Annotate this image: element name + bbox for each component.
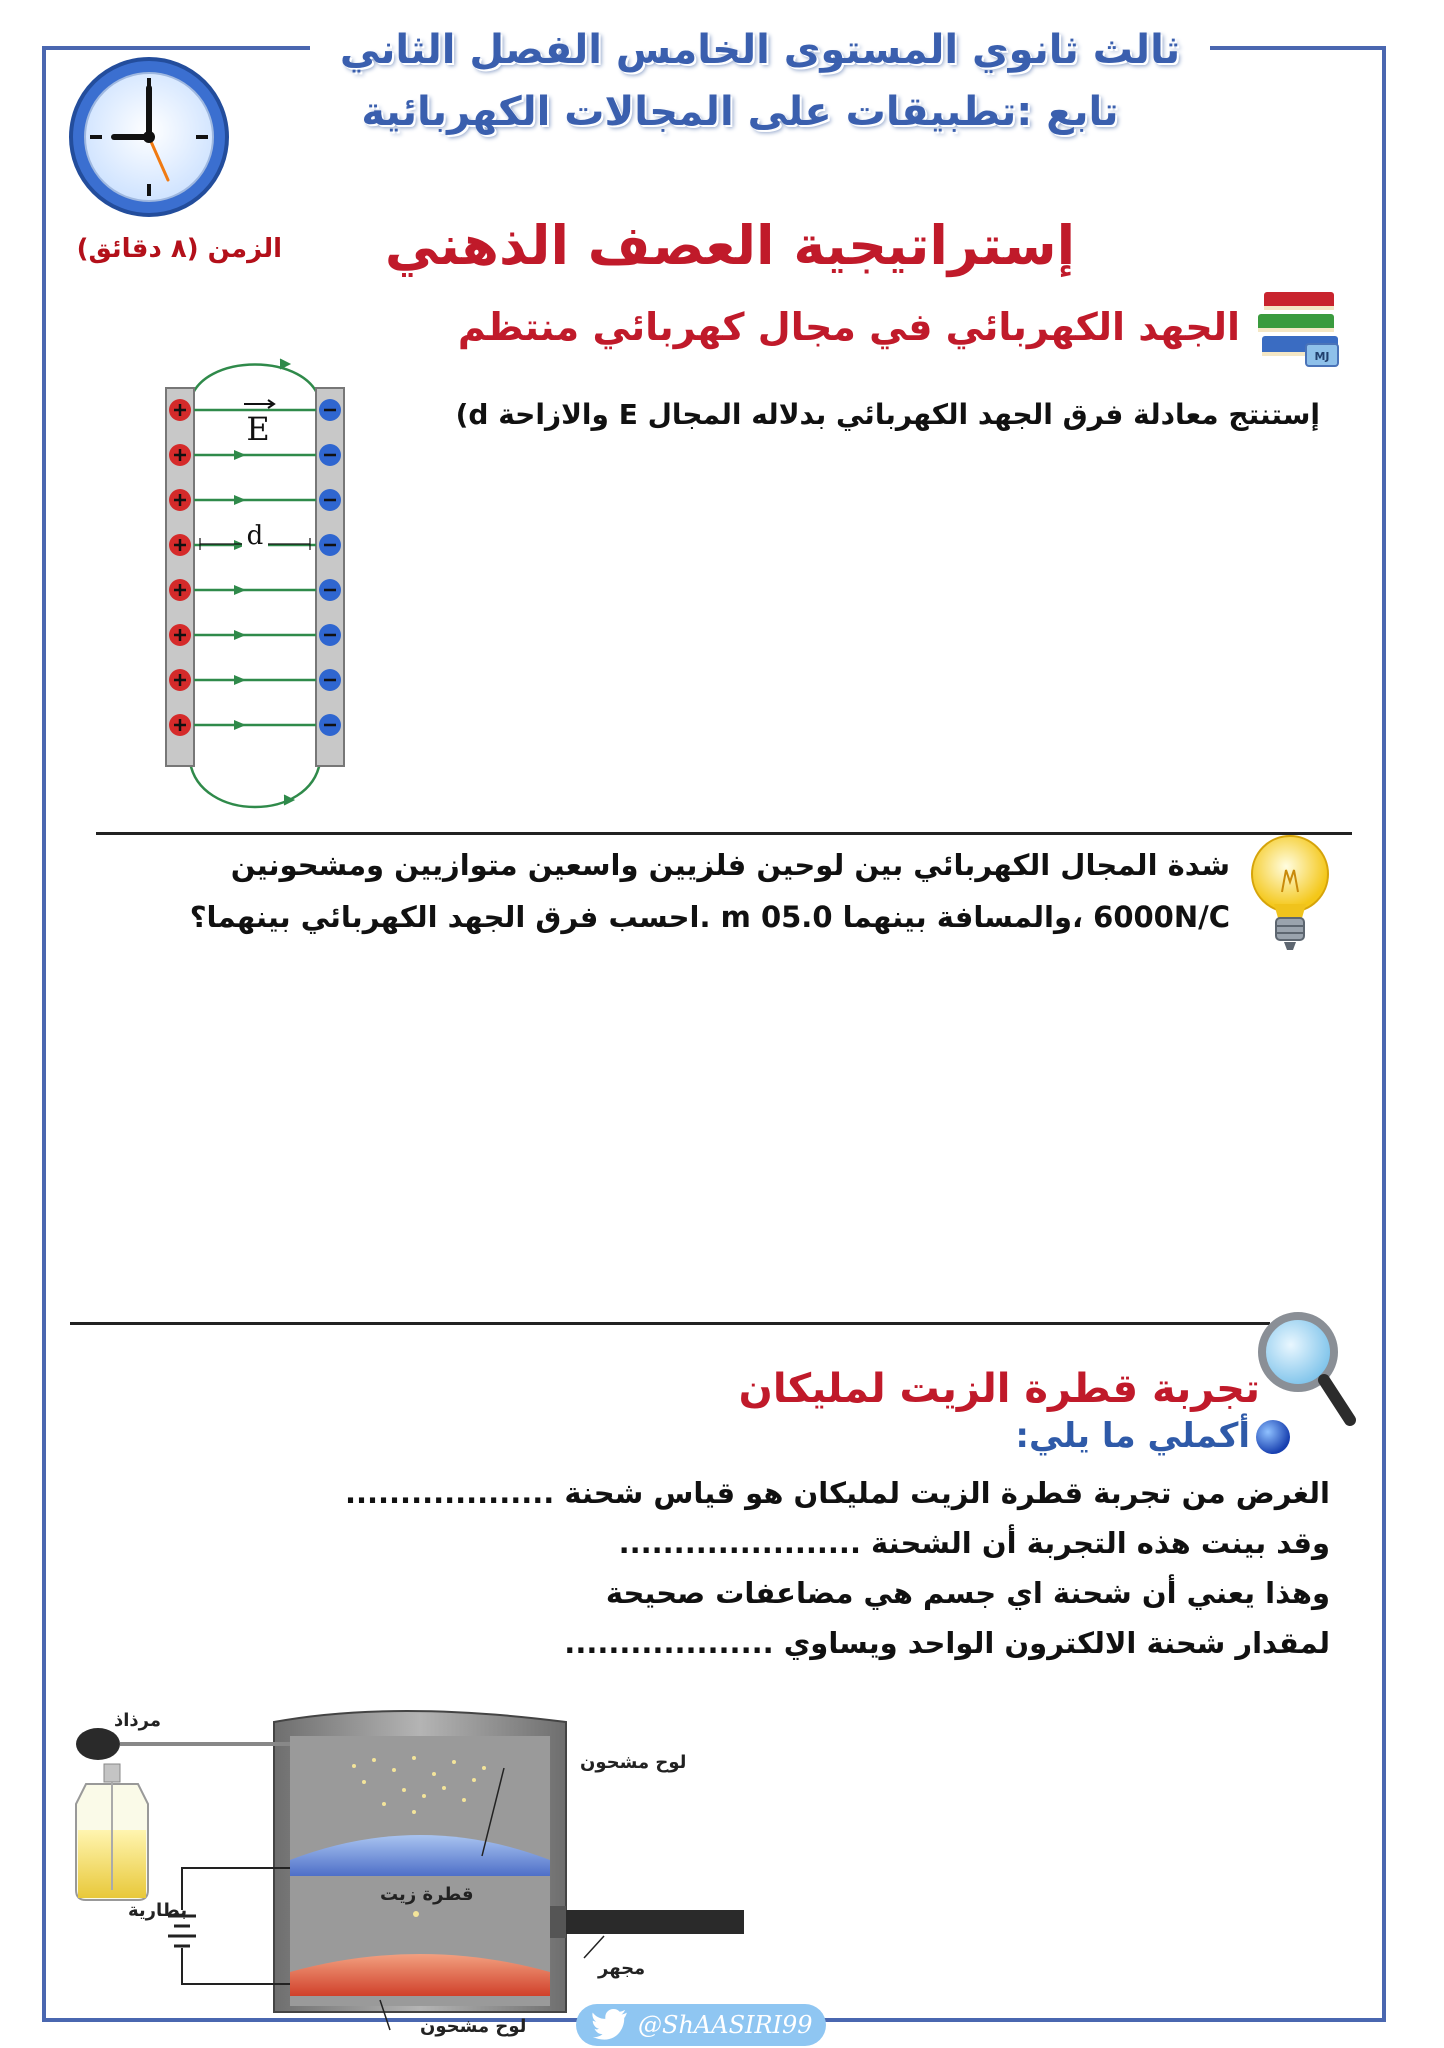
twitter-handle-badge[interactable]: [576, 2004, 826, 2046]
magnifier-icon: [1254, 1308, 1358, 1432]
blue-bullet-icon: [1254, 1418, 1292, 1456]
label-microscope: مجهر: [598, 1958, 646, 1979]
millikan-apparatus-diagram: [64, 1700, 744, 2040]
section1-prompt: إستنتج معادلة فرق الجهد الكهربائي بدلاله المجال E والازاحة d): [455, 398, 1320, 431]
fill-line-3: وهذا يعني أن شحنة اي جسم هي مضاعفات صحيحة: [605, 1576, 1330, 1610]
label-top-plate: لوح مشحون: [580, 1752, 687, 1773]
problem-line-1: شدة المجال الكهربائي بين لوحين فلزيين واسعين متوازيين ومشحونين: [230, 848, 1230, 882]
problem-line-2: 6000N/C ،والمسافة بينهما 05.0 m .احسب فرق الجهد الكهربائي بينهما؟: [189, 900, 1230, 934]
fill-line-2: وقد بينت هذه التجربة أن الشحنة ......................: [618, 1526, 1330, 1560]
section1-heading: الجهد الكهربائي في مجال كهربائي منتظم: [457, 305, 1240, 349]
svg-text:d: d: [246, 521, 264, 551]
divider-1: [96, 832, 1352, 835]
header-line-1: ثالث ثانوي المستوى الخامس الفصل الثاني: [310, 22, 1210, 78]
lightbulb-icon: [1240, 826, 1340, 956]
twitter-bird-icon: [590, 2009, 630, 2041]
label-atomizer: مرذاذ: [114, 1710, 161, 1731]
time-label: الزمن (٨ دقائق): [76, 234, 282, 264]
header-line-2: تابع :تطبيقات على المجالات الكهربائية: [300, 84, 1180, 140]
label-oil-drop: قطرة زيت: [380, 1884, 474, 1905]
divider-2: [70, 1322, 1270, 1325]
parallel-plates-diagram: [160, 352, 350, 812]
fill-line-4: لمقدار شحنة الالكترون الواحد ويساوي ...................: [564, 1626, 1330, 1660]
label-bottom-plate: لوح مشحون: [420, 2016, 527, 2037]
svg-text:MJ: MJ: [1314, 350, 1330, 363]
fill-line-1: الغرض من تجربة قطرة الزيت لمليكان هو قياس شحنة ...................: [344, 1476, 1330, 1510]
clock-icon: [66, 54, 232, 220]
strategy-title: إستراتيجية العصف الذهني: [384, 214, 1076, 277]
svg-text:E: E: [246, 410, 270, 448]
books-icon: [1254, 286, 1346, 370]
section3-heading: تجربة قطرة الزيت لمليكان: [738, 1366, 1260, 1412]
complete-label: أكملي ما يلي:: [1015, 1416, 1250, 1456]
label-battery: بطارية: [128, 1900, 188, 1921]
twitter-handle-text: @ShAASIRI99: [638, 2011, 813, 2039]
